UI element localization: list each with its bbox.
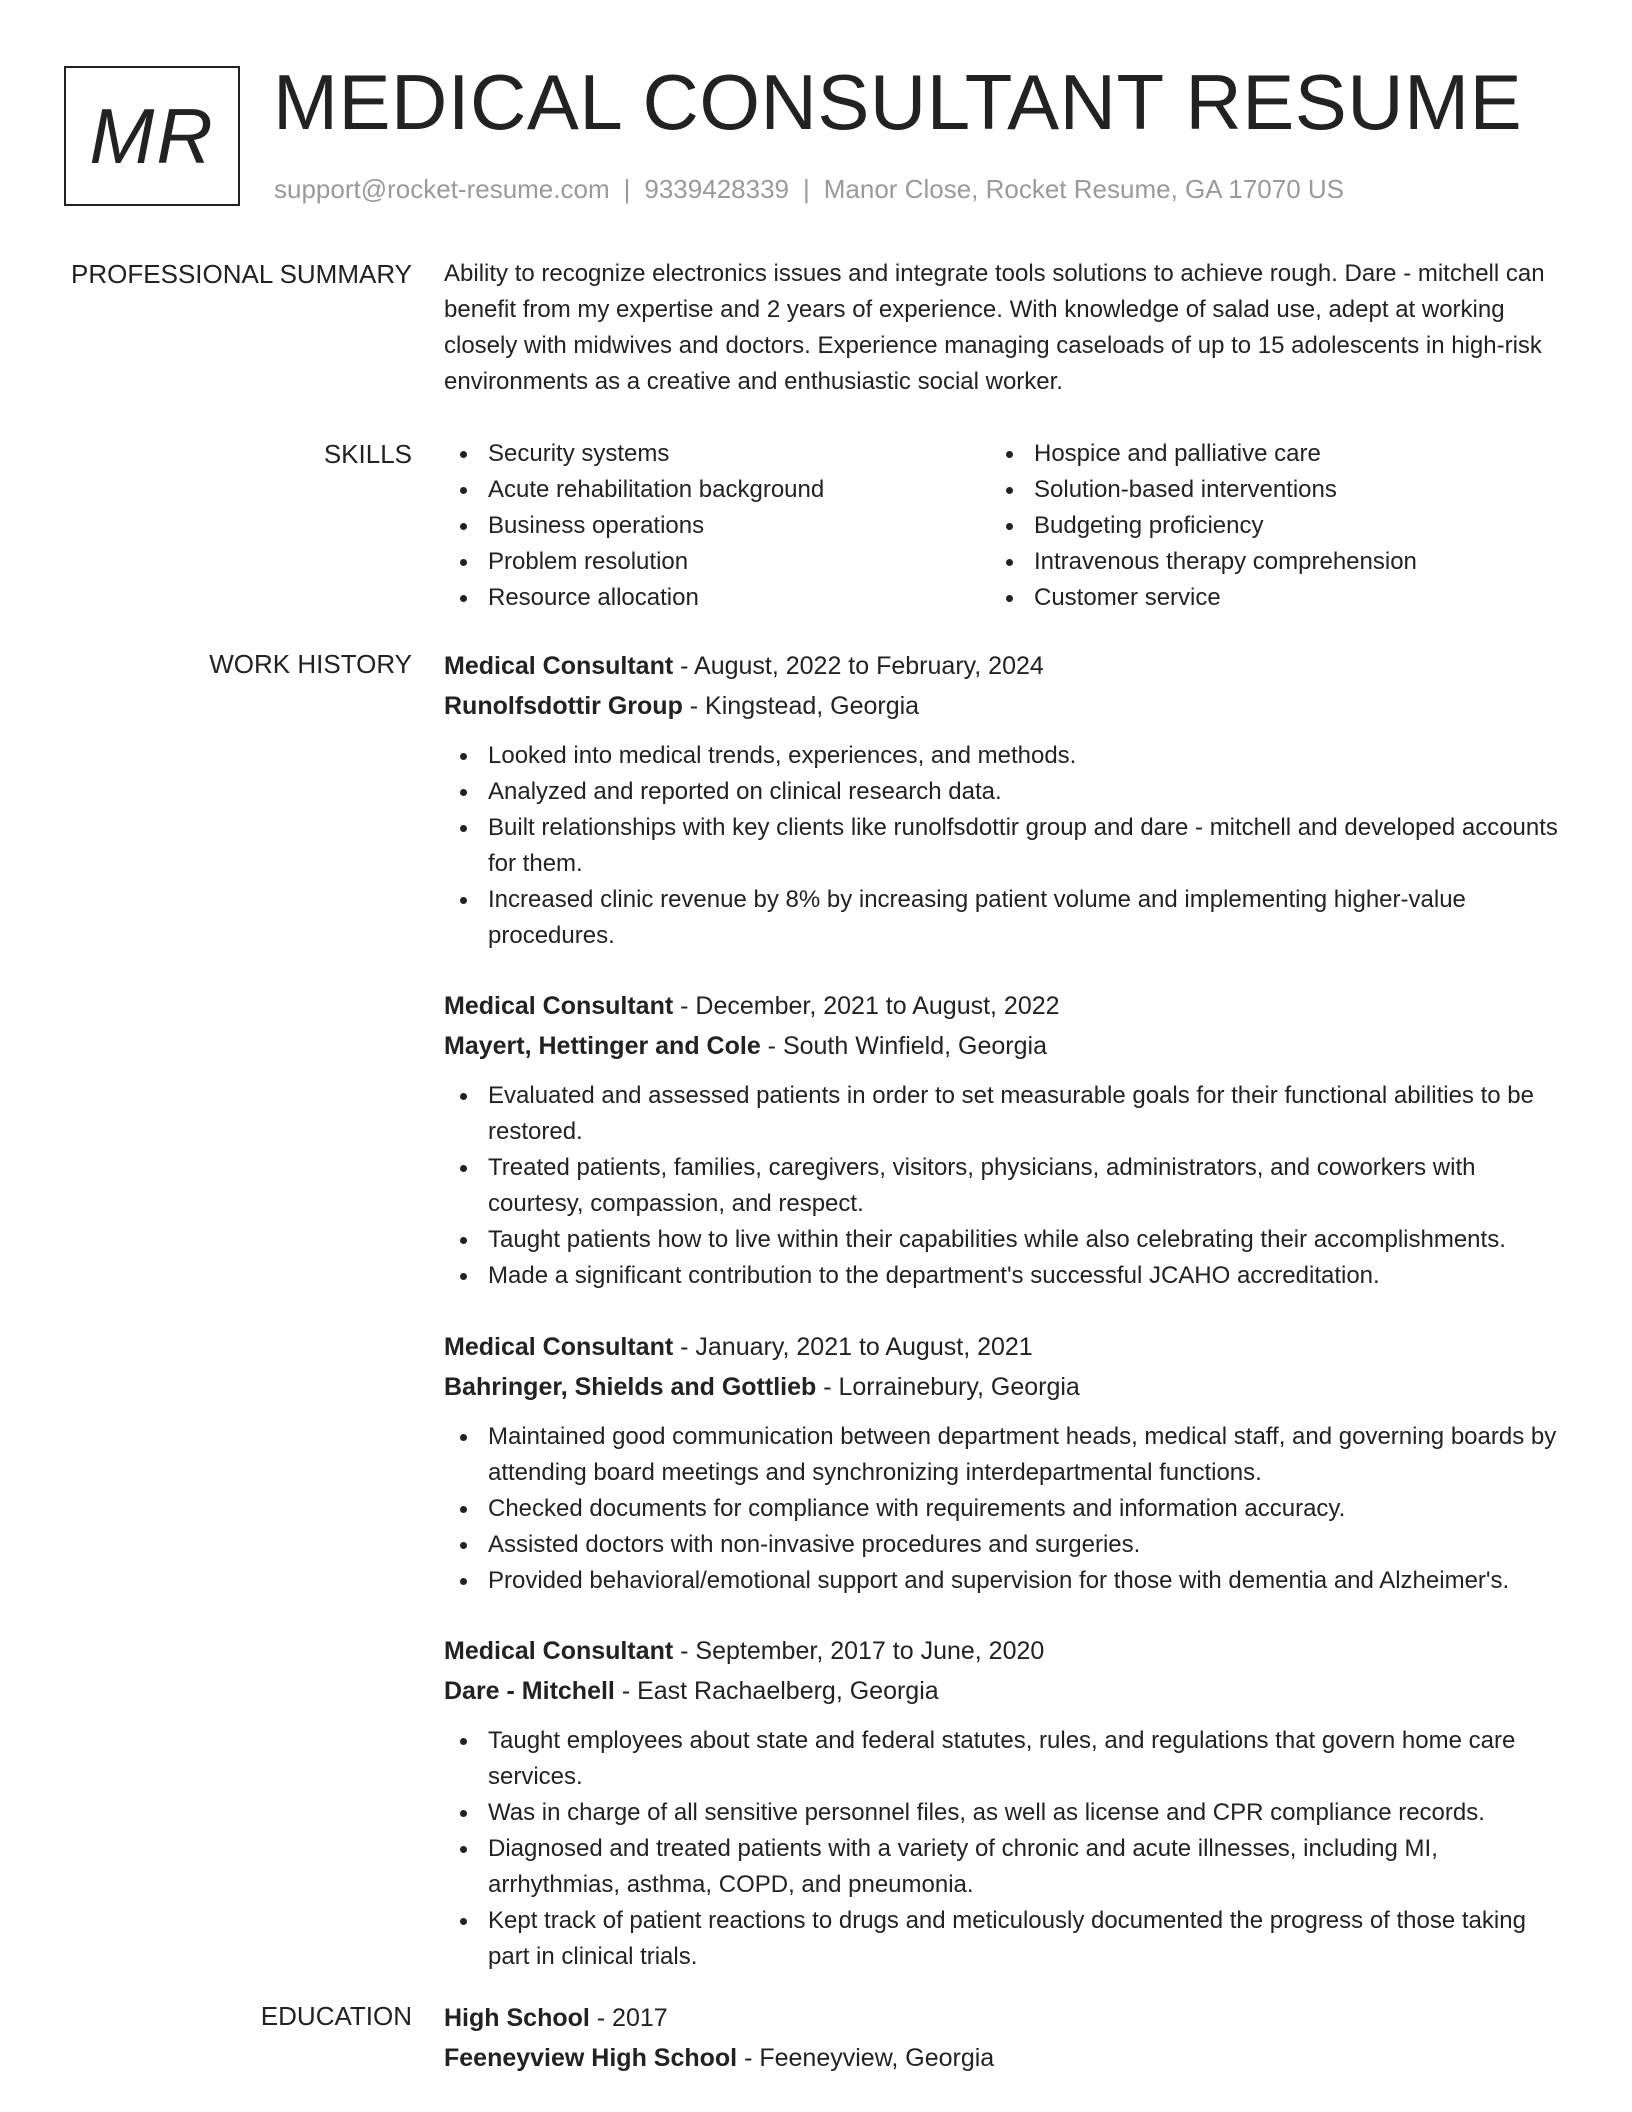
education-degree: High School: [444, 2004, 590, 2032]
monogram-initials: MR: [89, 92, 215, 180]
education-school: Feeneyview High School: [444, 2044, 738, 2072]
contact-separator: |: [623, 174, 631, 204]
job-company: Runolfsdottir Group: [444, 692, 683, 720]
job-duties: [444, 738, 1564, 954]
duty-item: Provided behavioral/emotional support and supervision for those with dementia and Alzheimer's.: [444, 1563, 1564, 1599]
contact-address: Manor Close, Rocket Resume, GA 17070 US: [823, 174, 1345, 204]
job-company-line: [444, 1367, 1564, 1407]
job-title-line: [444, 986, 1564, 1026]
duty-item: Maintained good communication between department heads, medical staff, and governing boards by attending board meetings and synchronizing interdepartmental functions.: [444, 1419, 1564, 1491]
duty-item: Diagnosed and treated patients with a variety of chronic and acute illnesses, including MI, arrhythmias, asthma, COPD, and pneumonia.: [444, 1831, 1564, 1903]
job-company-line: [444, 1671, 1564, 1711]
job-duties: [444, 1419, 1564, 1599]
job-entry: [444, 1327, 1564, 1599]
job-title-line: [444, 1631, 1564, 1671]
duty-item: Checked documents for compliance with requirements and information accuracy.: [444, 1491, 1564, 1527]
monogram-logo: [64, 66, 240, 206]
job-entry: [444, 1631, 1564, 1975]
job-title: Medical Consultant: [444, 992, 674, 1020]
duty-item: Built relationships with key clients like runolfsdottir group and dare - mitchell and developed accounts for them.: [444, 810, 1564, 882]
summary-heading: PROFESSIONAL SUMMARY: [71, 259, 412, 289]
job-dates: - January, 2021 to August, 2021: [673, 1333, 1033, 1361]
duty-item: Assisted doctors with non-invasive procedures and surgeries.: [444, 1527, 1564, 1563]
skill-item: Business operations: [444, 508, 990, 544]
skills-heading: SKILLS: [323, 439, 412, 469]
job-location: - East Rachaelberg, Georgia: [614, 1677, 939, 1705]
education-school-line: [444, 2038, 1564, 2078]
job-company: Dare - Mitchell: [444, 1677, 615, 1705]
summary-text: Ability to recognize electronics issues and integrate tools solutions to achieve rough. Dare - mitchell can benefit from my expertise and 2 years of experience. With knowledge of salad use, adept at working closely with midwives and doctors. Experience managing caseloads of up to 15 adolescents in high-risk environments as a creative and enthusiastic social worker.: [444, 260, 1545, 395]
skills-column-right: [990, 436, 1417, 616]
job-title: Medical Consultant: [444, 1333, 674, 1361]
skill-item: Problem resolution: [444, 544, 990, 580]
duty-item: Increased clinic revenue by 8% by increasing patient volume and implementing higher-value procedures.: [444, 882, 1564, 954]
resume-title: MEDICAL CONSULTANT RESUME: [273, 58, 1523, 146]
work-history-heading: WORK HISTORY: [209, 649, 412, 679]
duty-item: Made a significant contribution to the department's successful JCAHO accreditation.: [444, 1258, 1564, 1294]
job-title: Medical Consultant: [444, 1637, 674, 1665]
job-location: - Lorrainebury, Georgia: [816, 1373, 1080, 1401]
skill-item: Customer service: [990, 580, 1417, 616]
job-company-line: [444, 686, 1564, 726]
education-degree-line: [444, 1998, 1564, 2038]
skill-item: Budgeting proficiency: [990, 508, 1417, 544]
job-company: Mayert, Hettinger and Cole: [444, 1032, 761, 1060]
contact-separator: |: [803, 174, 810, 204]
job-entry: [444, 986, 1564, 1294]
job-dates: - August, 2022 to February, 2024: [673, 652, 1044, 680]
duty-item: Taught patients how to live within their capabilities while also celebrating their accomplishments.: [444, 1222, 1564, 1258]
job-company: Bahringer, Shields and Gottlieb: [444, 1373, 817, 1401]
job-title-line: [444, 1327, 1564, 1367]
duty-item: Treated patients, families, caregivers, visitors, physicians, administrators, and coworkers with courtesy, compassion, and respect.: [444, 1150, 1564, 1222]
job-company-line: [444, 1026, 1564, 1066]
job-location: - Kingstead, Georgia: [682, 692, 920, 720]
skills-column-left: [444, 436, 990, 616]
job-dates: - September, 2017 to June, 2020: [673, 1637, 1045, 1665]
duty-item: Was in charge of all sensitive personnel files, as well as license and CPR compliance records.: [444, 1795, 1564, 1831]
duty-item: Kept track of patient reactions to drugs and meticulously documented the progress of those taking part in clinical trials.: [444, 1903, 1564, 1975]
contact-phone[interactable]: 9339428339: [644, 174, 789, 204]
skill-item: Hospice and palliative care: [990, 436, 1417, 472]
education-location: - Feeneyview, Georgia: [737, 2044, 995, 2072]
job-title-line: [444, 646, 1564, 686]
duty-item: Analyzed and reported on clinical research data.: [444, 774, 1564, 810]
skill-item: Acute rehabilitation background: [444, 472, 990, 508]
duty-item: Evaluated and assessed patients in order to set measurable goals for their functional abilities to be restored.: [444, 1078, 1564, 1150]
duty-item: Looked into medical trends, experiences, and methods.: [444, 738, 1564, 774]
contact-email[interactable]: support@rocket-resume.com: [274, 174, 610, 204]
skill-item: Security systems: [444, 436, 990, 472]
job-duties: [444, 1078, 1564, 1294]
skills-grid: [444, 436, 1564, 616]
skill-item: Intravenous therapy comprehension: [990, 544, 1417, 580]
duty-item: Taught employees about state and federal statutes, rules, and regulations that govern home care services.: [444, 1723, 1564, 1795]
job-entry: [444, 646, 1564, 954]
job-location: - South Winfield, Georgia: [760, 1032, 1047, 1060]
job-duties: [444, 1723, 1564, 1975]
skill-item: Resource allocation: [444, 580, 990, 616]
education-year: - 2017: [589, 2004, 668, 2032]
job-title: Medical Consultant: [444, 652, 674, 680]
job-dates: - December, 2021 to August, 2022: [673, 992, 1060, 1020]
contact-line: [274, 174, 1344, 204]
skill-item: Solution-based interventions: [990, 472, 1417, 508]
education-heading: EDUCATION: [260, 2001, 412, 2031]
